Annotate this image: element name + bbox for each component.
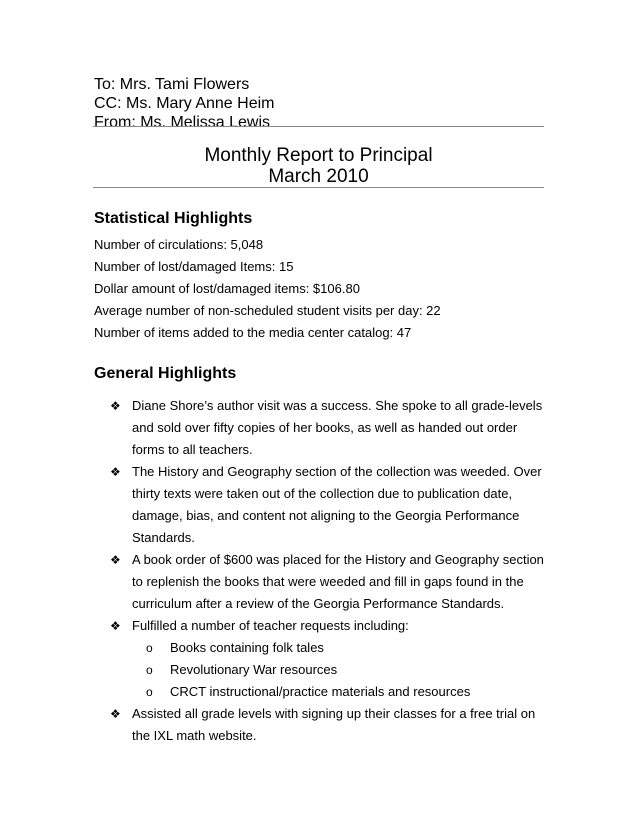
bullet-text: Fulfilled a number of teacher requests including: (132, 618, 409, 633)
report-title (93, 145, 544, 187)
diamond-bullet-icon: ❖ (110, 399, 121, 413)
bullet-item (110, 615, 550, 637)
stat-item: Number of lost/damaged Items: 15 (94, 259, 294, 274)
bullet-text: Diane Shore’s author visit was a success. She spoke to all grade-levels and sold over fifty copies of her books, as well as handed out order forms to all teachers. (132, 398, 543, 457)
bullet-item (110, 549, 550, 615)
circle-bullet-icon: o (146, 641, 153, 655)
circle-bullet-icon: o (146, 663, 153, 677)
sub-item (132, 681, 550, 703)
bullet-text: A book order of $600 was placed for the History and Geography section to replenish the books that were weeded and fill in gaps found in the curriculum after a review of the Georgia Performance Standards. (132, 552, 544, 611)
bullet-item (110, 395, 550, 461)
stat-item: Dollar amount of lost/damaged items: $106.80 (94, 281, 360, 296)
diamond-bullet-icon: ❖ (110, 707, 121, 721)
memo-header (94, 75, 544, 132)
diamond-bullet-icon: ❖ (110, 619, 121, 633)
report-title-line2: March 2010 (268, 166, 369, 187)
diamond-bullet-icon: ❖ (110, 465, 121, 479)
stat-item: Number of items added to the media center catalog: 47 (94, 325, 412, 340)
memo-from: From: Ms. Melissa Lewis (94, 114, 271, 131)
sub-item-text: CRCT instructional/practice materials and resources (170, 684, 471, 699)
stat-item: Number of circulations: 5,048 (94, 237, 264, 252)
bullet-item (110, 461, 550, 549)
general-bullets (110, 395, 550, 747)
sub-item-text: Revolutionary War resources (170, 662, 338, 677)
title-divider (93, 187, 544, 188)
report-title-line1: Monthly Report to Principal (204, 145, 433, 166)
statistical-list (94, 234, 554, 344)
sub-item-text: Books containing folk tales (170, 640, 324, 655)
memo-cc: CC: Ms. Mary Anne Heim (94, 95, 275, 112)
bullet-text: Assisted all grade levels with signing up their classes for a free trial on the IXL math website. (132, 706, 536, 743)
bullet-item (110, 703, 550, 747)
sub-item (132, 637, 550, 659)
circle-bullet-icon: o (146, 685, 153, 699)
sub-item (132, 659, 550, 681)
bullet-text: The History and Geography section of the collection was weeded. Over thirty texts were taken out of the collection due to publication date, damage, bias, and content not aligning to the Georgia Performance Standards. (132, 464, 542, 545)
memo-to: To: Mrs. Tami Flowers (94, 76, 250, 93)
header-divider (93, 126, 544, 127)
stat-item: Average number of non-scheduled student visits per day: 22 (94, 303, 441, 318)
sub-list (110, 637, 550, 703)
statistical-highlights-heading: Statistical Highlights (94, 210, 253, 227)
diamond-bullet-icon: ❖ (110, 553, 121, 567)
general-highlights-heading: General Highlights (94, 365, 237, 382)
